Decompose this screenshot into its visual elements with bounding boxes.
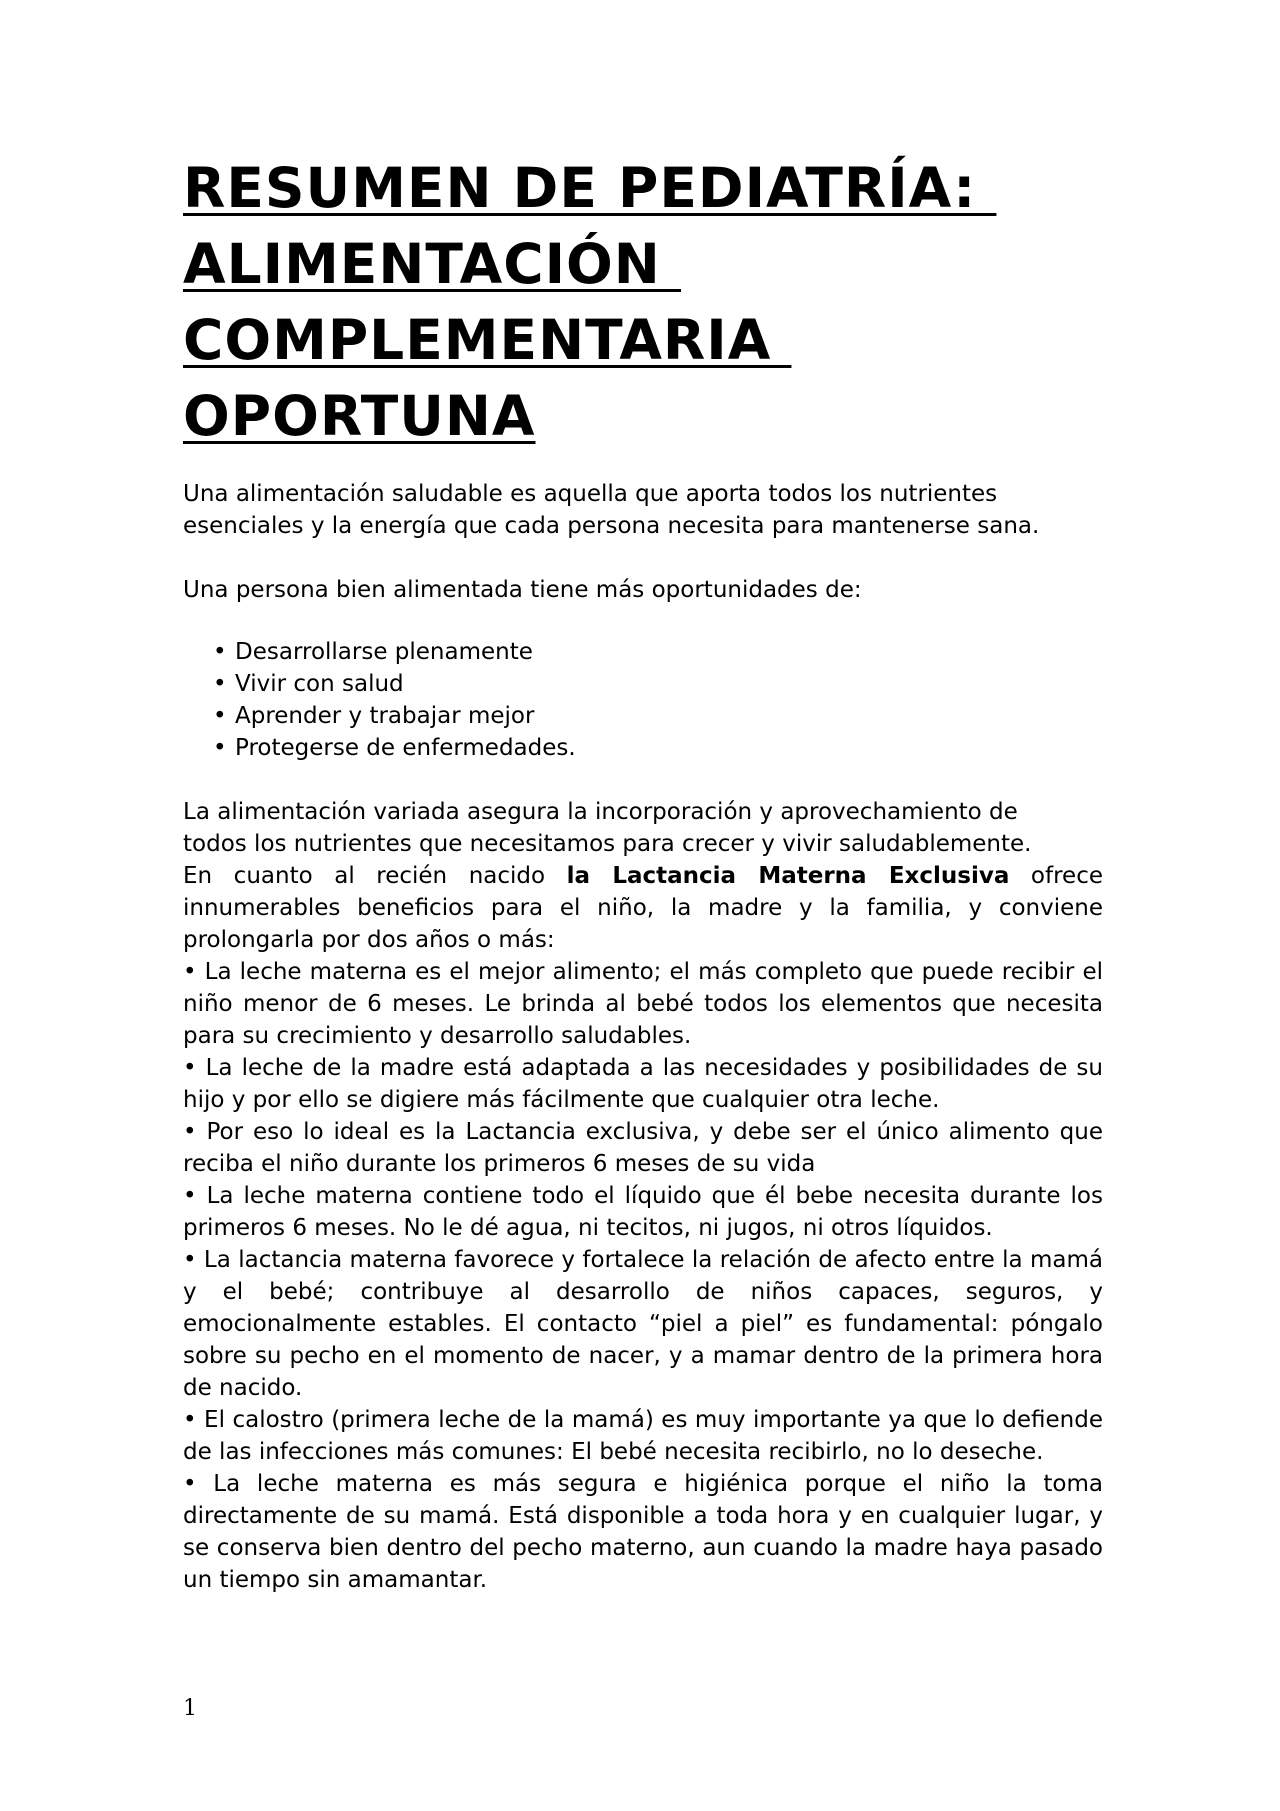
- list-item: • Desarrollarse plenamente: [213, 636, 1103, 668]
- title-line: RESUMEN DE PEDIATRÍA:: [183, 156, 997, 220]
- list-item: • Aprender y trabajar mejor: [213, 700, 1103, 732]
- recien-nacido-paragraph: En cuanto al recién nacido la Lactancia Materna Exclusiva ofrece innumerables beneficios para el niño, la madre y la familia, y conviene prolongarla por dos años o más:: [183, 863, 1103, 953]
- lactancia-point: • La lactancia materna favorece y fortalece la relación de afecto entre la mamá y el bebé; contribuye al desarrollo de niños capaces, seguros, y emocionalmente estables. El contacto “piel a piel” es fundamental: póngalo sobre su pecho en el momento de nacer, y a mamar dentro de la primera hora de nacido.: [183, 1247, 1103, 1401]
- variada-line: La alimentación variada asegura la incorporación y aprovechamiento de: [183, 799, 1018, 825]
- bullet-icon: •: [213, 671, 227, 697]
- bullet-icon: •: [213, 735, 227, 761]
- lead-paragraph: Una persona bien alimentada tiene más oportunidades de:: [183, 577, 862, 603]
- lactancia-point: • Por eso lo ideal es la Lactancia exclusiva, y debe ser el único alimento que reciba el niño durante los primeros 6 meses de su vida: [183, 1119, 1103, 1177]
- benefits-list: [183, 636, 1103, 764]
- title-line: ALIMENTACIÓN: [183, 232, 681, 296]
- title-line: COMPLEMENTARIA: [183, 308, 792, 372]
- intro-line: Una alimentación saludable es aquella que aporta todos los nutrientes: [183, 481, 998, 507]
- lactancia-point: • La leche de la madre está adaptada a las necesidades y posibilidades de su hijo y por ello se digiere más fácilmente que cualquier otra leche.: [183, 1055, 1103, 1113]
- document-page: [183, 150, 1103, 1596]
- title-line: OPORTUNA: [183, 384, 536, 448]
- bullet-icon: •: [213, 703, 227, 729]
- variada-paragraph: [183, 796, 1103, 860]
- lactancia-point: • La leche materna es el mejor alimento; el más completo que puede recibir el niño menor de 6 meses. Le brinda al bebé todos los elementos que necesita para su crecimiento y desarrollo saludables.: [183, 959, 1103, 1049]
- page-number: 1: [183, 1696, 197, 1721]
- lactancia-emphasis: la Lactancia Materna Exclusiva: [566, 863, 1010, 889]
- variada-line: todos los nutrientes que necesitamos para crecer y vivir saludablemente.: [183, 831, 1032, 857]
- lactancia-point: • El calostro (primera leche de la mamá) es muy importante ya que lo defiende de las infecciones más comunes: El bebé necesita recibirlo, no lo deseche.: [183, 1407, 1103, 1465]
- intro-line: esenciales y la energía que cada persona necesita para mantenerse sana.: [183, 513, 1040, 539]
- list-item: • Vivir con salud: [213, 668, 1103, 700]
- intro-paragraph: [183, 478, 1103, 542]
- bullet-icon: •: [213, 639, 227, 665]
- lactancia-point: • La leche materna contiene todo el líquido que él bebe necesita durante los primeros 6 meses. No le dé agua, ni tecitos, ni jugos, ni otros líquidos.: [183, 1183, 1103, 1241]
- lactancia-point: • La leche materna es más segura e higiénica porque el niño la toma directamente de su mamá. Está disponible a toda hora y en cualquier lugar, y se conserva bien dentro del pecho materno, aun cuando la madre haya pasado un tiempo sin amamantar.: [183, 1471, 1103, 1593]
- document-title: [183, 150, 1103, 454]
- list-item: • Protegerse de enfermedades.: [213, 732, 1103, 764]
